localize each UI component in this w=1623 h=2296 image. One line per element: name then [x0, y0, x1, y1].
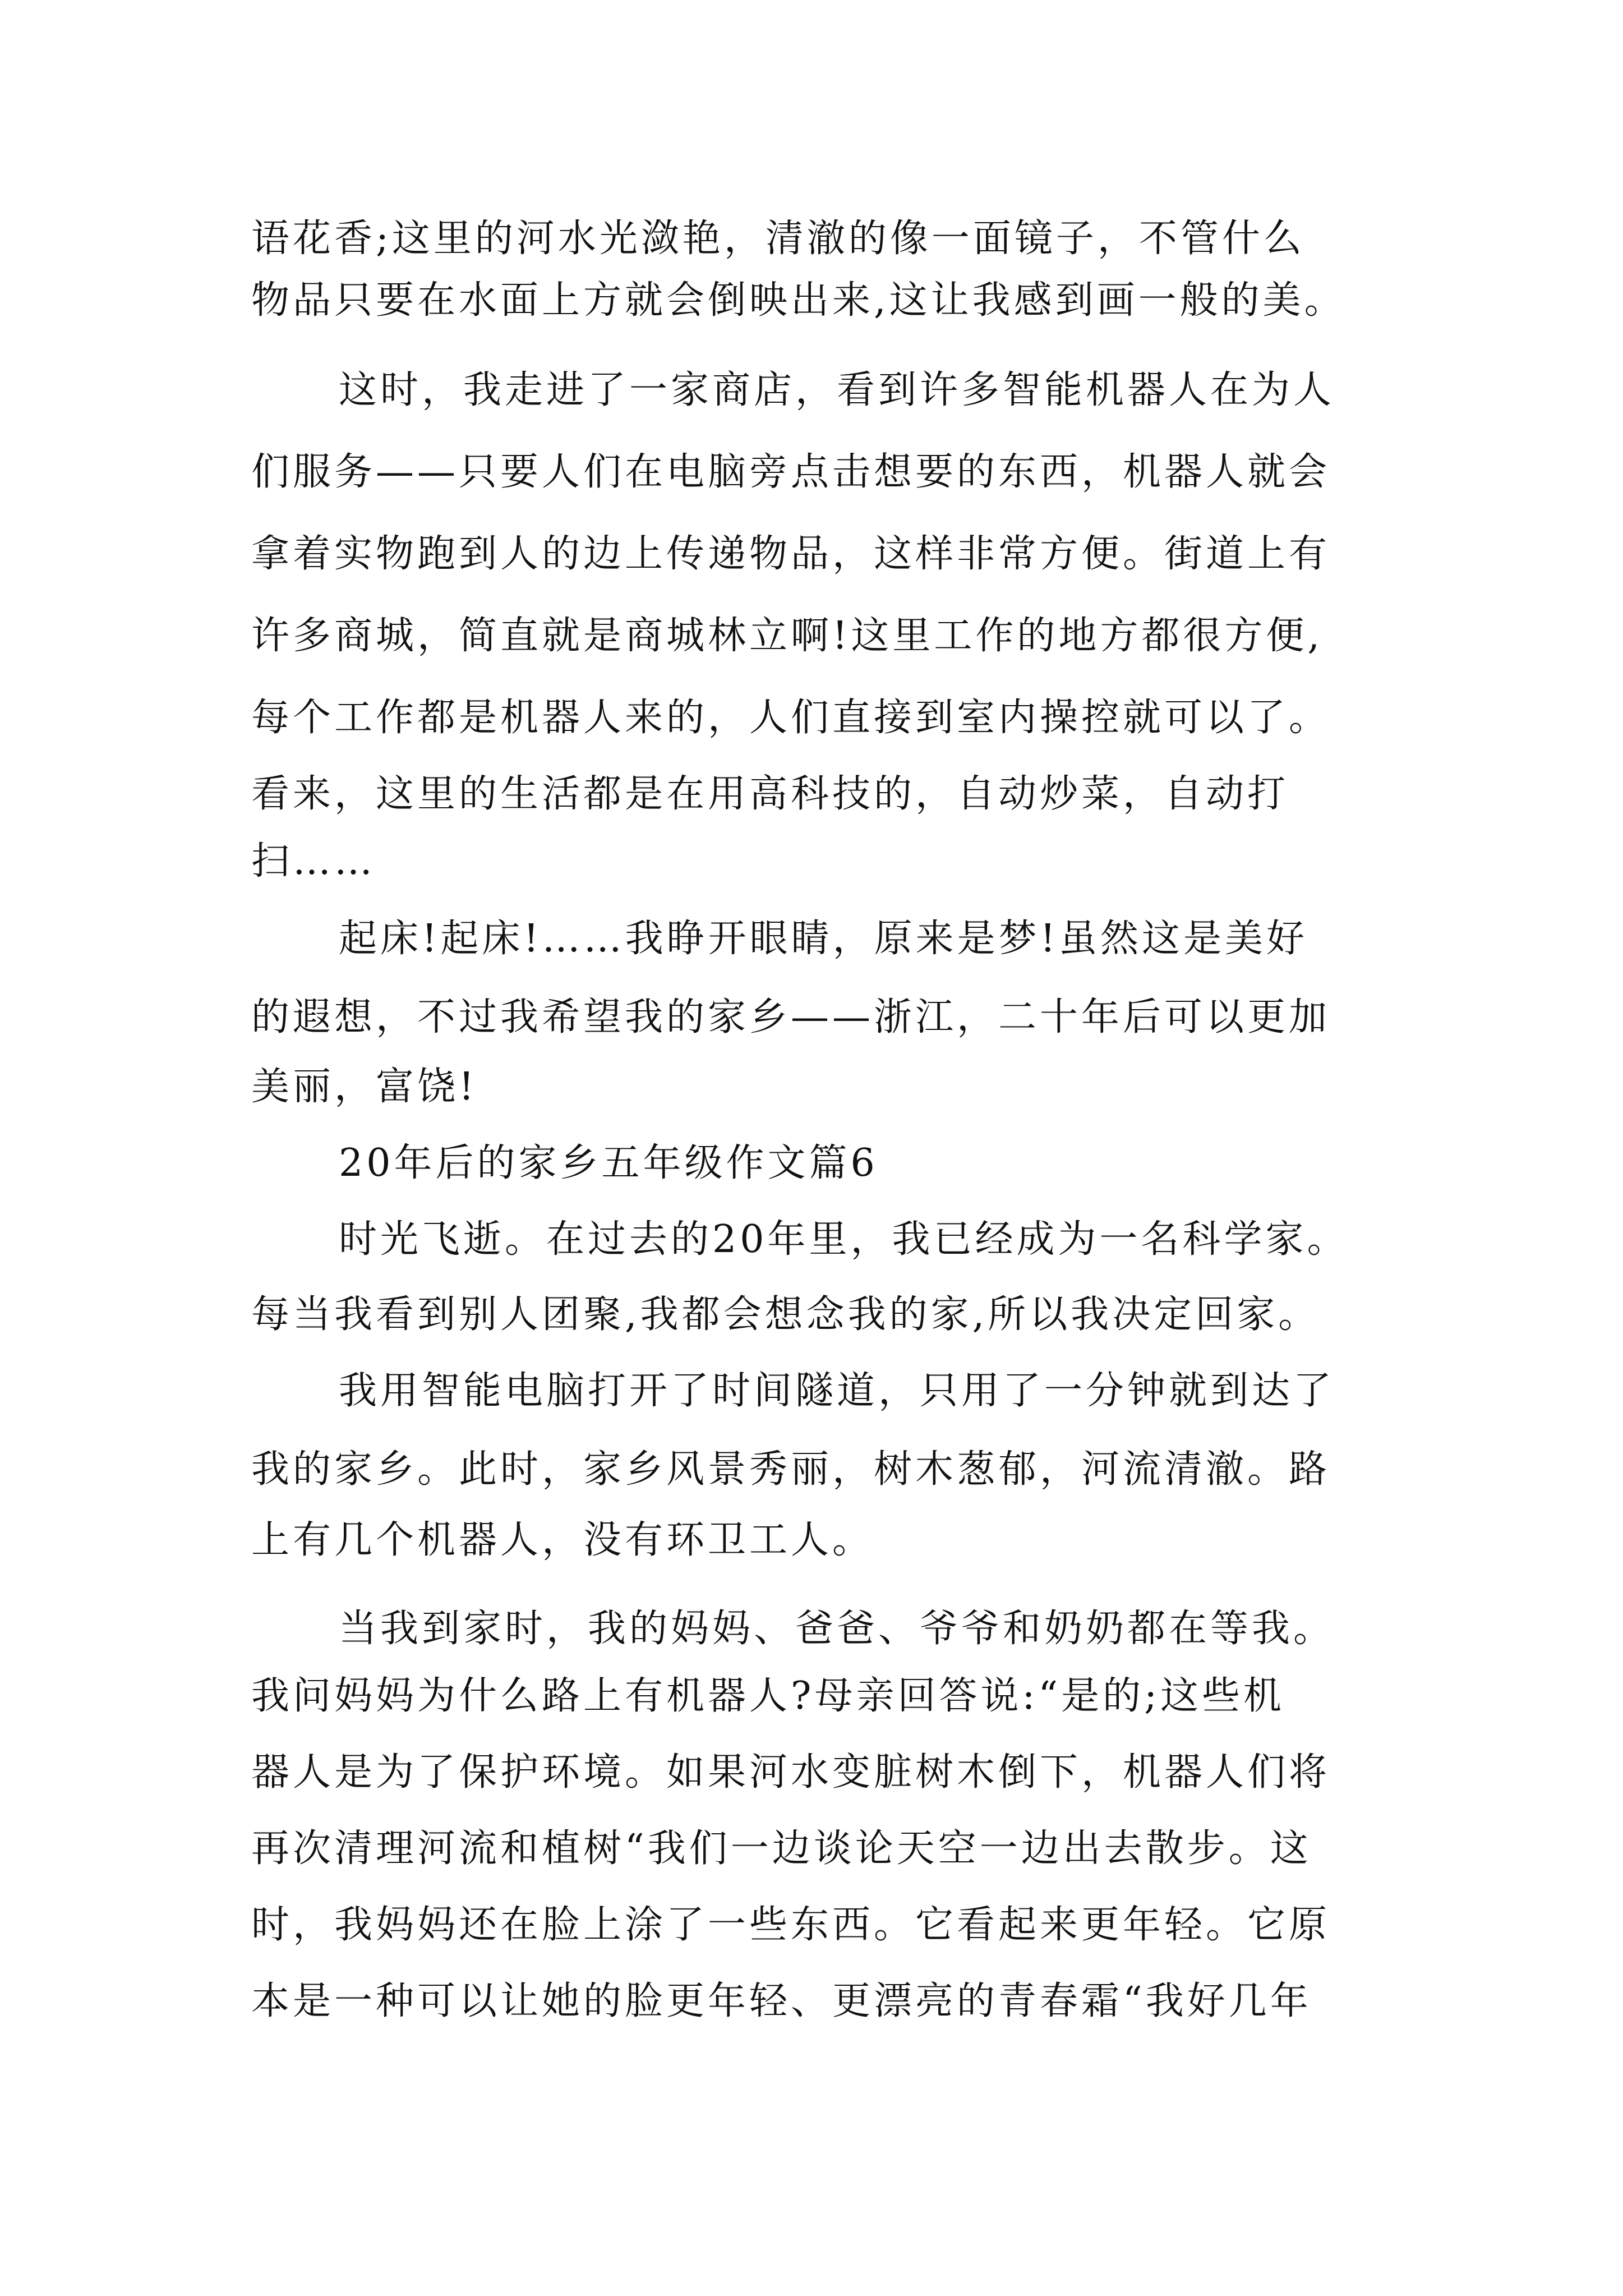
text-line: 本是一种可以让她的脸更年轻、更漂亮的青春霜“我好几年	[251, 1979, 1312, 2023]
text-line: 许多商城，简直就是商城林立啊!这里工作的地方都很方便,	[251, 614, 1323, 658]
paragraph-first-line: 时光飞逝。在过去的20年里，我已经成为一名科学家。	[339, 1217, 1349, 1262]
text-line: 每当我看到别人团聚,我都会想念我的家,所以我决定回家。	[251, 1292, 1320, 1337]
paragraph-first-line: 起床!起床!……我睁开眼睛，原来是梦!虽然这是美好	[339, 917, 1308, 961]
text-line: 扫……	[251, 839, 376, 884]
text-line: 器人是为了保护环境。如果河水变脏树木倒下，机器人们将	[251, 1750, 1331, 1795]
text-line: 语花香;这里的河水光潋艳，清澈的像一面镜子，不管什么	[251, 217, 1305, 261]
text-line: 时，我妈妈还在脸上涂了一些东西。它看起来更年轻。它原	[251, 1903, 1331, 1947]
text-line: 们服务——只要人们在电脑旁点击想要的东西，机器人就会	[251, 450, 1331, 494]
text-line: 我问妈妈为什么路上有机器人?母亲回答说:“是的;这些机	[251, 1674, 1285, 1718]
paragraph-first-line: 当我到家时，我的妈妈、爸爸、爷爷和奶奶都在等我。	[339, 1607, 1335, 1651]
text-line: 上有几个机器人，没有环卫工人。	[251, 1518, 874, 1562]
text-line: 每个工作都是机器人来的，人们直接到室内操控就可以了。	[251, 696, 1331, 740]
text-line: 再次清理河流和植树“我们一边谈论天空一边出去散步。这	[251, 1826, 1312, 1871]
text-line: 拿着实物跑到人的边上传递物品，这样非常方便。街道上有	[251, 532, 1331, 576]
paragraph-first-line: 这时，我走进了一家商店，看到许多智能机器人在为人	[339, 368, 1335, 412]
text-line: 我的家乡。此时，家乡风景秀丽，树木葱郁，河流清澈。路	[251, 1447, 1331, 1492]
text-line: 物品只要在水面上方就会倒映出来,这让我感到画一般的美。	[251, 278, 1346, 323]
text-line: 的遐想，不过我希望我的家乡——浙江，二十年后可以更加	[251, 995, 1331, 1039]
text-line: 看来，这里的生活都是在用高科技的，自动炒菜，自动打	[251, 772, 1289, 816]
text-line: 美丽，富饶!	[251, 1065, 478, 1109]
paragraph-first-line: 我用智能电脑打开了时间隧道，只用了一分钟就到达了	[339, 1369, 1335, 1413]
section-heading: 20年后的家乡五年级作文篇6	[339, 1141, 878, 1185]
